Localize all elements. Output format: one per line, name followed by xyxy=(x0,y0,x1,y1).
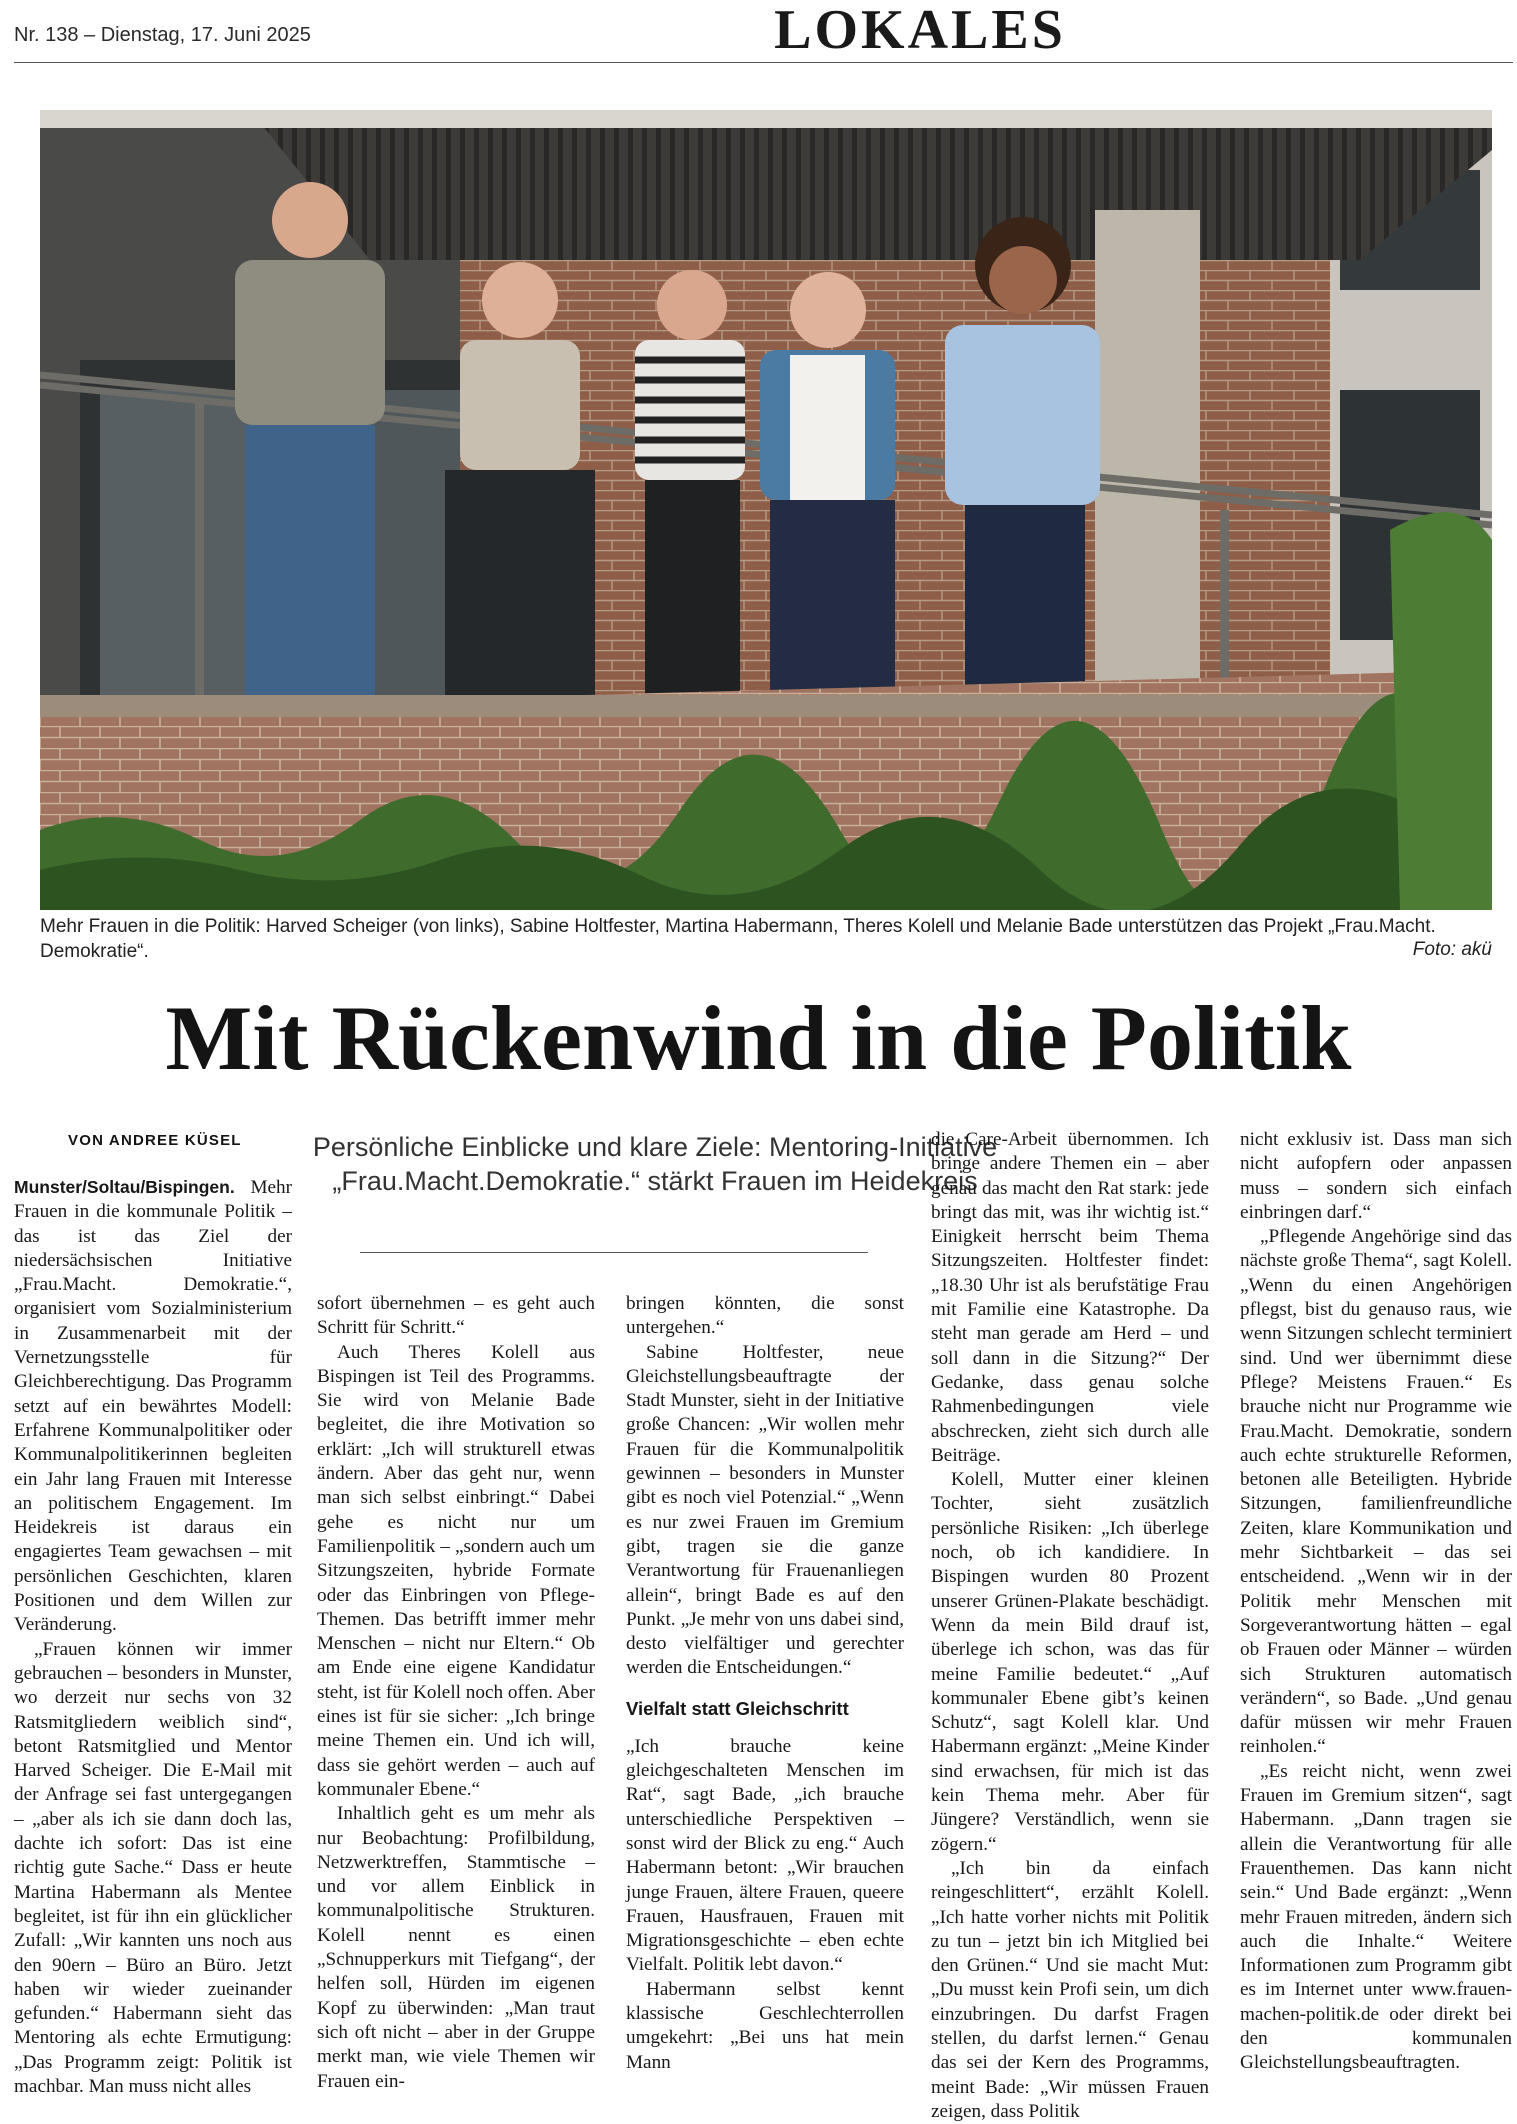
photo-caption: Mehr Frauen in die Politik: Harved Scheiger (von links), Sabine Holtfester, Martina Habermann, Theres Kolell und Melanie Bade unterstützen das Projekt „Frau.Macht. Demokratie“. xyxy=(40,916,1436,962)
paragraph-text: Mehr Frauen in die kommunale Politik – das ist das Ziel der niedersächsischen Initiative „Frau.Macht. Demokratie.“, organisiert vom Sozialministerium in Zusammenarbeit mit der Vernetzungsstelle für Gleichberechtigung. Das Programm setzt auf ein bewährtes Modell: Erfahrene Kommunalpolitiker oder Kommunalpolitikerinnen begleiten ein Jahr lang Frauen mit Interesse an politischem Engagement. Im Heidekreis ist daraus ein engagiertes Team gewachsen – mit persönlichen Geschichten, klaren Positionen und dem Willen zur Veränderung. xyxy=(14,1177,292,1636)
article-paragraph: „Ich brauche keine gleichgeschalteten Menschen im Rat“, sagt Bade, „ich brauche unterschiedliche Perspektiven – sonst wird der Blick zu eng.“ Auch Habermann betont: „Wir brauchen junge Frauen, ältere Frauen, queere Frauen, Hausfrauen, Frauen mit Migrationsgeschichte – eben echte Vielfalt. Politik lebt davon.“ xyxy=(626,1735,904,1976)
article-column-1 xyxy=(14,1175,292,2099)
article-paragraph: Habermann selbst kennt klassische Geschlechterrollen umgekehrt: „Bei uns hat mein Mann xyxy=(626,1978,904,2073)
teaser-rule xyxy=(360,1252,868,1253)
article-headline: Mit Rückenwind in die Politik xyxy=(165,987,1352,1089)
issue-date: Nr. 138 – Dienstag, 17. Juni 2025 xyxy=(14,24,311,46)
article-paragraph: Kolell, Mutter einer kleinen Tochter, sieht zusätzlich persönliche Risiken: „Ich überlege noch, ob ich kandidiere. In Bispingen wurden 80 Prozent unserer Grünen-Plakate beschädigt. Wenn da mein Bild drauf ist, überlege ich schon, was das für meine Familie bedeutet.“ „Auf kommunaler Ebene gibt’s keinen Schutz“, sagt Kolell klar. Und Habermann ergänzt: „Meine Kinder sind erwachsen, für mich ist das kein Thema mehr. Aber für Jüngere? Verständlich, wenn sie zögern.“ xyxy=(931,1469,1209,1855)
header-rule xyxy=(14,62,1513,63)
article-paragraph: „Pflegende Angehörige sind das nächste große Thema“, sagt Kolell. „Wenn du einen Angehörigen pflegst, bist du genauso raus, wie wenn Sitzungen schlecht terminiert sind. Und wer übernimmt diese Pflege? Meistens Frauen.“ Es brauche nicht nur Programme wie Frau.Macht. Demokratie, sondern auch echte strukturelle Reformen, betonen alle Beteiligten. Hybride Sitzungen, familienfreundliche Zeiten, klare Kommunikation und mehr Sichtbarkeit – das sei entscheidend. „Wenn wir in der Politik mehr Menschen mit Sorgeverantwortung hätten – egal ob Frauen oder Männer – würden sich Strukturen automatisch verändern“, so Bade. „Und genau dafür müssen wir mehr Frauen reinholen.“ xyxy=(1240,1226,1512,1758)
article-column-3 xyxy=(626,1292,904,2075)
article-paragraph: sofort übernehmen – es geht auch Schritt für Schritt.“ xyxy=(317,1293,595,1339)
byline: VON ANDREE KÜSEL xyxy=(68,1132,242,1149)
article-paragraph: nicht exklusiv ist. Dass man sich nicht aufopfern oder anpassen muss – sondern sich einfach einbringen darf.“ xyxy=(1240,1129,1512,1223)
article-paragraph: bringen könnten, die sonst untergehen.“ xyxy=(626,1293,904,1339)
article-column-4 xyxy=(931,1128,1209,2124)
article-paragraph: Auch Theres Kolell aus Bispingen ist Teil des Programms. Sie wird von Melanie Bade begleitet, die ihre Motivation so erklärt: „Ich will strukturell etwas ändern. Aber das geht nur, wenn man sich selbst einbringt.“ Dabei gehe es nicht nur um Familienpolitik – „sondern auch um Sitzungszeiten, hybride Formate oder das Einbringen von Pflege-Themen. Das betrifft immer mehr Menschen – nicht nur Eltern.“ Ob am Ende eine eigene Kandidatur steht, ist für Kolell noch offen. Aber eines ist für sie sicher: „Ich bringe meine Themen ein. Und ich will, dass sie gehört werden – auch auf kommunaler Ebene.“ xyxy=(317,1341,595,1800)
photo-credit: Foto: akü xyxy=(1412,939,1492,960)
article-paragraph: die Care-Arbeit übernommen. Ich bringe andere Themen ein – aber genau das macht den Rat stark: jede bringt das mit, was ihr wichtig ist.“ Einigkeit herrscht beim Thema Sitzungszeiten. Holtfester findet: „18.30 Uhr ist als berufstätige Frau mit Familie eine Katastrophe. Da steht man gerade am Herd – und soll dann in die Sitzung?“ Der Gedanke, dass genau solche Rahmenbedingungen viele abschrecken, zieht sich durch alle Beiträge. xyxy=(931,1129,1209,1466)
article-paragraph xyxy=(14,1175,292,1638)
article-paragraph: „Ich bin da einfach reingeschlittert“, erzählt Kolell. „Ich hatte vorher nichts mit Politik zu tun – jetzt bin ich Mitglied bei den Grünen.“ Und sie macht Mut: „Du musst kein Profi sein, um dich einzubringen. Du darfst Fragen stellen, du darfst lernen.“ Genau das sei der Kern des Programms, meint Bade: „Wir müssen Frauen zeigen, dass Politik xyxy=(931,1857,1209,2122)
person-1 xyxy=(235,182,385,730)
dateline: Munster/Soltau/Bispingen. xyxy=(14,1177,235,1197)
teaser: Persönliche Einblicke und klare Ziele: Mentoring-Initiative „Frau.Macht.Demokratie.“ stärkt Frauen im Heidekreis xyxy=(312,1132,998,1196)
article-paragraph: „Es reicht nicht, wenn zwei Frauen im Gremium sitzen“, sagt Habermann. „Dann tragen sie allein die Verantwortung für alle Frauenthemen. Das kann nicht sein.“ Und Bade ergänzt: „Wenn mehr Frauen mitreden, ändern sich auch die Inhalte.“ Weitere Informationen zum Programm gibt es im Internet unter www.frauen-machen-politik.de oder direkt bei den kommunalen Gleichstellungsbeauftragten. xyxy=(1240,1760,1512,2074)
subheading: Vielfalt statt Gleichschritt xyxy=(626,1697,849,1719)
article-paragraph: Inhaltlich geht es um mehr als nur Beobachtung: Profilbildung, Netzwerktreffen, Stammtische – und vor allem Einblick in kommunalpolitische Strukturen. Kolell nennt es einen „Schnupperkurs mit Tiefgang“, der helfen soll, Hürden im eigenen Kopf zu überwinden: „Man traut sich oft nicht – aber in der Gruppe merkt man, wie viele Themen wir Frauen ein- xyxy=(317,1803,595,2092)
article-column-2 xyxy=(317,1292,595,2094)
article-paragraph: Sabine Holtfester, neue Gleichstellungsbeauftragte der Stadt Munster, sieht in der Initiative große Chancen: „Wir wollen mehr Frauen für die Kommunalpolitik gewinnen – besonders in Munster gibt es noch viel Potenzial.“ „Wenn es nur zwei Frauen im Gremium gibt, tragen sie die ganze Verantwortung für Frauenanliegen allein“, bringt Bade es auf den Punkt. „Je mehr von uns dabei sind, desto vielfältiger und gerechter werden die Entscheidungen.“ xyxy=(626,1341,904,1679)
article-paragraph: „Frauen können wir immer gebrauchen – besonders in Munster, wo derzeit nur sechs von 32 Ratsmitgliedern weiblich sind“, betont Ratsmitglied und Mentor Harved Scheiger. Die E-Mail mit der Anfrage sei fast untergegangen – „aber als ich sie dann doch las, dachte ich sofort: Das ist eine richtig gute Sache.“ Dass er heute Martina Habermann als Mentee begleitet, ist für ihn ein glücklicher Zufall: „Wir kannten uns noch aus den 90ern – Büro an Büro. Jetzt haben wir wieder zueinander gefunden.“ Habermann sieht das Mentoring als echte Ermutigung: „Das Programm zeigt: Politik ist machbar. Man muss nicht alles xyxy=(14,1638,292,2097)
article-photo xyxy=(40,110,1492,910)
article-column-5 xyxy=(1240,1128,1512,2076)
section-title: LOKALES xyxy=(774,0,1066,61)
